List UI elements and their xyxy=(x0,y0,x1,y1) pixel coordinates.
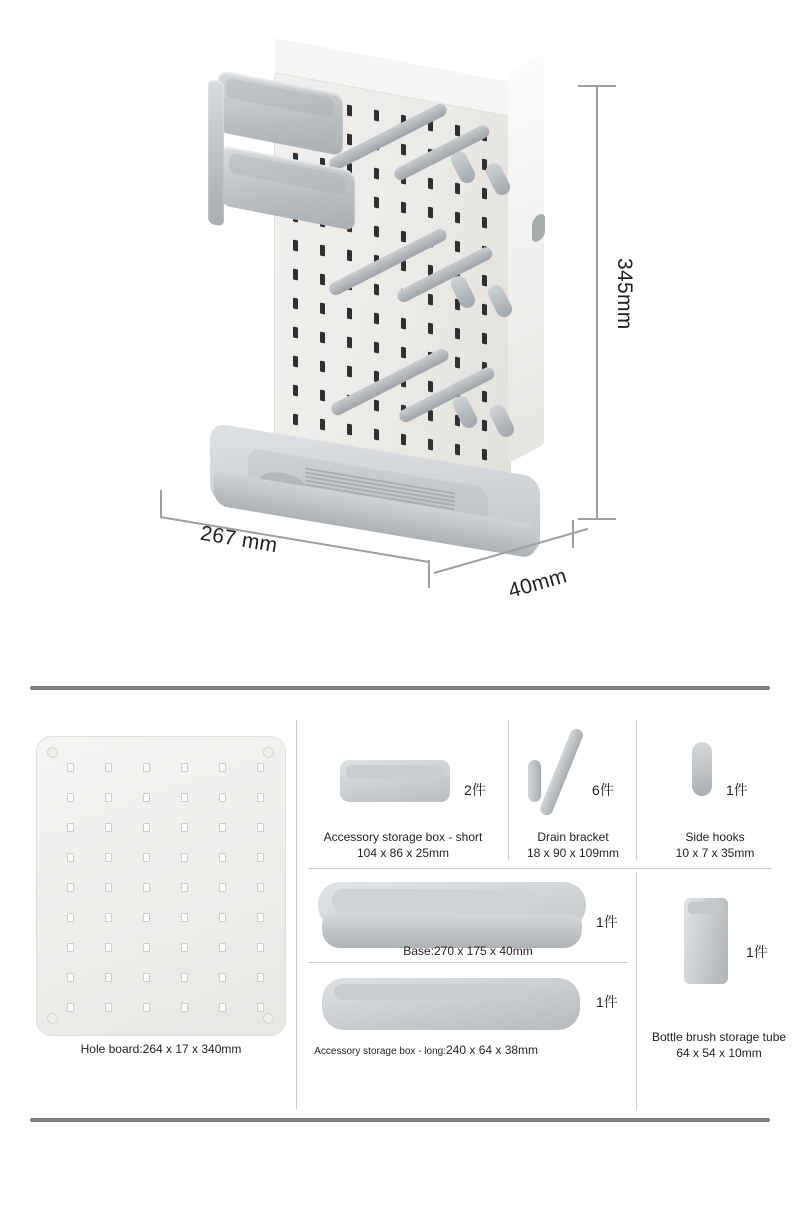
hole-board-hole xyxy=(181,1003,188,1012)
hole-board-hole xyxy=(257,823,264,832)
peg-hole xyxy=(374,313,379,325)
peg-hole xyxy=(320,274,325,286)
peg-hole xyxy=(482,420,487,432)
height-dimension-line xyxy=(596,85,598,520)
hole-board-screw-icon xyxy=(47,1013,58,1024)
parts-divider-vertical-4 xyxy=(636,872,637,1110)
bottle-brush-storage-tube-part xyxy=(684,898,728,984)
peg-hole xyxy=(293,298,298,310)
hole-board-hole xyxy=(257,793,264,802)
hole-board-hole xyxy=(257,973,264,982)
drain-bracket-size: 18 x 90 x 109mm xyxy=(526,846,620,860)
hole-board-hole xyxy=(181,763,188,772)
hole-board-caption: Hole board:264 x 17 x 340mm xyxy=(80,1042,242,1056)
peg-hole xyxy=(374,429,379,441)
peg-hole xyxy=(347,250,352,262)
peg-hole xyxy=(374,197,379,209)
peg-hole xyxy=(401,231,406,243)
base-front xyxy=(322,914,582,948)
parts-divider-horizontal-2 xyxy=(308,962,628,963)
peg-hole xyxy=(293,269,298,281)
peg-hole xyxy=(401,347,406,359)
peg-hole xyxy=(320,303,325,315)
peg-hole xyxy=(320,332,325,344)
hole-board-hole xyxy=(105,763,112,772)
peg-hole xyxy=(374,226,379,238)
hole-board-hole xyxy=(257,763,264,772)
drain-bracket-name: Drain bracket xyxy=(537,830,609,844)
peg-hole xyxy=(482,304,487,316)
width-dimension-tick-left xyxy=(160,490,162,518)
hole-board-hole xyxy=(143,913,150,922)
accessory-storage-box-short-size: 104 x 86 x 25mm xyxy=(356,846,450,860)
height-dimension-label: 345mm xyxy=(613,258,636,330)
accessory-storage-box-short-qty: 2件 xyxy=(464,782,486,798)
accessory-box-short-lip xyxy=(346,765,444,779)
hole-board-hole xyxy=(219,913,226,922)
peg-hole xyxy=(455,328,460,340)
accessory-storage-box-short-part xyxy=(340,760,450,802)
peg-hole xyxy=(374,342,379,354)
peg-hole xyxy=(455,241,460,253)
peg-hole xyxy=(482,217,487,229)
parts-list xyxy=(0,700,800,1140)
peg-hole xyxy=(347,134,352,146)
accessory-storage-box-long-size: 240 x 64 x 38mm xyxy=(446,1043,539,1057)
hole-board-hole xyxy=(257,943,264,952)
hole-board-hole xyxy=(67,1003,74,1012)
peg-hole xyxy=(428,294,433,306)
hole-board-hole xyxy=(181,943,188,952)
hole-board-hole xyxy=(67,853,74,862)
hole-board-screw-icon xyxy=(263,747,274,758)
hole-board-part xyxy=(36,736,286,1036)
hole-board-hole xyxy=(143,943,150,952)
peg-hole xyxy=(374,284,379,296)
peg-hole xyxy=(401,202,406,214)
hole-board-hole xyxy=(105,943,112,952)
peg-hole xyxy=(428,178,433,190)
parts-divider-vertical-2 xyxy=(508,720,509,860)
hole-board-hole xyxy=(219,883,226,892)
accessory-storage-box-long-qty: 1件 xyxy=(596,994,618,1010)
hole-board-hole xyxy=(105,883,112,892)
hole-board-hole xyxy=(257,1003,264,1012)
product-illustration xyxy=(180,40,600,560)
bottle-brush-storage-tube-size: 64 x 54 x 10mm xyxy=(676,1046,762,1060)
peg-hole xyxy=(347,366,352,378)
hole-board-hole xyxy=(181,793,188,802)
peg-hole xyxy=(320,361,325,373)
hole-board-hole xyxy=(105,913,112,922)
hole-board-hole xyxy=(105,853,112,862)
side-hooks-size: 10 x 7 x 35mm xyxy=(675,846,755,860)
peg-hole xyxy=(401,318,406,330)
hole-board-hole xyxy=(67,973,74,982)
height-dimension-tick-bottom xyxy=(578,518,616,520)
hole-board-hole xyxy=(219,793,226,802)
peg-hole xyxy=(320,419,325,431)
peg-hole xyxy=(455,183,460,195)
hole-board-hole xyxy=(143,823,150,832)
hole-board-hole xyxy=(181,913,188,922)
peg-hole xyxy=(347,337,352,349)
hole-board-hole xyxy=(67,763,74,772)
hole-board-hole xyxy=(257,883,264,892)
hole-board-hole xyxy=(143,763,150,772)
peg-hole xyxy=(455,212,460,224)
hole-board-hole xyxy=(67,823,74,832)
hole-board-hole xyxy=(219,823,226,832)
peg-hole xyxy=(428,381,433,393)
drain-bracket-qty: 6件 xyxy=(592,782,614,798)
peg-hole xyxy=(482,188,487,200)
hole-board-hole xyxy=(257,913,264,922)
hole-board-hole xyxy=(105,973,112,982)
hole-board-hole xyxy=(257,853,264,862)
peg-hole xyxy=(374,110,379,122)
hole-board-screw-icon xyxy=(263,1013,274,1024)
bottle-brush-storage-tube-name: Bottle brush storage tube xyxy=(651,1030,787,1044)
hole-board-hole xyxy=(143,1003,150,1012)
base-inner-tray xyxy=(332,889,538,913)
accessory-storage-box-long-name: Accessory storage box - long: xyxy=(314,1046,446,1057)
hole-board-hole xyxy=(143,973,150,982)
peg-hole xyxy=(401,144,406,156)
peg-hole xyxy=(347,424,352,436)
hole-board-hole xyxy=(67,943,74,952)
accessory-box-long-lip xyxy=(334,984,530,1000)
hole-board-hole xyxy=(143,883,150,892)
depth-dimension-tick xyxy=(572,520,574,548)
peg-hole xyxy=(293,240,298,252)
hole-board-hole xyxy=(219,763,226,772)
peg-hole xyxy=(428,410,433,422)
hole-board-hole xyxy=(105,823,112,832)
hole-board-hole xyxy=(105,793,112,802)
hole-board-hole xyxy=(143,793,150,802)
hole-board-hole xyxy=(219,1003,226,1012)
accessory-storage-box-short-name: Accessory storage box - short xyxy=(323,830,483,844)
hole-board-hole xyxy=(67,793,74,802)
bottle-brush-tube-opening xyxy=(688,902,724,914)
section-divider-top xyxy=(30,686,770,690)
base-qty: 1件 xyxy=(596,914,618,930)
peg-hole xyxy=(455,125,460,137)
height-dimension-tick-top xyxy=(578,85,616,87)
hole-board-hole xyxy=(143,853,150,862)
peg-hole xyxy=(320,245,325,257)
hole-board-hole xyxy=(105,1003,112,1012)
peg-hole xyxy=(455,357,460,369)
width-dimension-tick-right xyxy=(428,560,430,588)
hole-board-screw-icon xyxy=(47,747,58,758)
hole-board-hole xyxy=(219,943,226,952)
parts-divider-vertical-3 xyxy=(636,720,637,860)
accessory-box-mount xyxy=(208,78,224,226)
side-hooks-qty: 1件 xyxy=(726,782,748,798)
peg-hole xyxy=(320,390,325,402)
base-name: Base:270 x 175 x 40mm xyxy=(403,944,533,958)
peg-hole xyxy=(374,400,379,412)
peg-hole xyxy=(347,308,352,320)
peg-hole xyxy=(482,275,487,287)
parts-divider-horizontal-1 xyxy=(308,868,772,869)
width-dimension-label: 267 mm xyxy=(198,521,280,558)
peg-hole xyxy=(428,323,433,335)
peg-hole xyxy=(482,391,487,403)
bottle-brush-storage-tube-qty: 1件 xyxy=(746,944,768,960)
accessory-storage-box-long-part xyxy=(322,978,580,1030)
side-hooks-part xyxy=(692,742,712,796)
peg-hole xyxy=(347,105,352,117)
hole-board-hole xyxy=(219,853,226,862)
hole-board-hole xyxy=(181,823,188,832)
drain-bracket-mount xyxy=(528,760,541,802)
drain-bracket-part xyxy=(538,727,585,817)
side-hooks-name: Side hooks xyxy=(685,830,745,844)
peg-hole xyxy=(293,414,298,426)
peg-hole xyxy=(293,327,298,339)
peg-hole xyxy=(293,385,298,397)
peg-hole xyxy=(374,168,379,180)
peg-hole xyxy=(428,207,433,219)
hole-board-hole xyxy=(181,973,188,982)
hole-board-hole xyxy=(181,883,188,892)
peg-hole xyxy=(293,356,298,368)
hole-board-hole xyxy=(181,853,188,862)
hole-board-hole xyxy=(219,973,226,982)
hole-board-hole xyxy=(67,883,74,892)
hole-board-hole xyxy=(67,913,74,922)
depth-dimension-label: 40mm xyxy=(505,564,570,603)
peg-hole xyxy=(482,333,487,345)
pegboard-side-wall xyxy=(508,52,544,463)
